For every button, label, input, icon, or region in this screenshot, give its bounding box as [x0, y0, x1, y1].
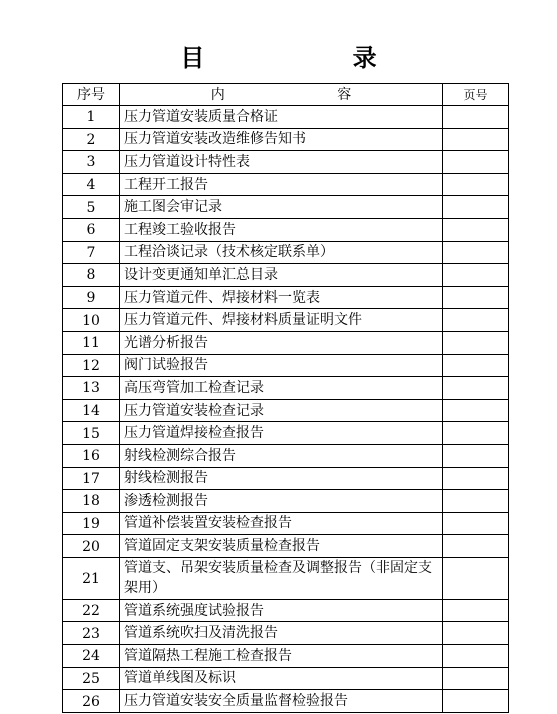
row-number: 3: [63, 151, 120, 174]
row-title: 管道单线图及标识: [120, 667, 443, 690]
row-title: 设计变更通知单汇总目录: [120, 264, 443, 287]
row-page: [443, 467, 509, 490]
table-row: [63, 377, 509, 400]
row-number: 4: [63, 173, 120, 196]
row-page: [443, 422, 509, 445]
table-row: [63, 690, 509, 713]
row-number: 20: [63, 535, 120, 558]
row-number: 23: [63, 622, 120, 645]
header-page: 页号: [443, 84, 509, 106]
row-number: 19: [63, 512, 120, 535]
row-title: 管道固定支架安装质量检查报告: [120, 535, 443, 558]
table-row: [63, 490, 509, 513]
row-page: [443, 557, 509, 599]
row-number: 17: [63, 467, 120, 490]
table-row: [63, 241, 509, 264]
row-number: 2: [63, 128, 120, 151]
row-title: 工程洽谈记录（技术核定联系单）: [120, 241, 443, 264]
row-number: 10: [63, 309, 120, 332]
row-title: 压力管道焊接检查报告: [120, 422, 443, 445]
table-row: [63, 399, 509, 422]
row-title: 管道系统强度试验报告: [120, 599, 443, 622]
row-number: 22: [63, 599, 120, 622]
row-title: 管道隔热工程施工检查报告: [120, 645, 443, 668]
row-title: 压力管道安装安全质量监督检验报告: [120, 690, 443, 713]
row-number: 12: [63, 354, 120, 377]
row-number: 8: [63, 264, 120, 287]
row-number: 24: [63, 645, 120, 668]
row-page: [443, 377, 509, 400]
row-number: 21: [63, 557, 120, 599]
row-title: 压力管道设计特性表: [120, 151, 443, 174]
table-row: [63, 535, 509, 558]
row-number: 18: [63, 490, 120, 513]
row-page: [443, 622, 509, 645]
table-row: [63, 286, 509, 309]
row-page: [443, 690, 509, 713]
table-row: [63, 331, 509, 354]
row-number: 9: [63, 286, 120, 309]
row-title: 压力管道安装检查记录: [120, 399, 443, 422]
row-title: 工程开工报告: [120, 173, 443, 196]
table-header-row: [63, 84, 509, 106]
row-number: 25: [63, 667, 120, 690]
row-number: 15: [63, 422, 120, 445]
row-title: 施工图会审记录: [120, 196, 443, 219]
row-page: [443, 241, 509, 264]
table-row: [63, 354, 509, 377]
table-row: [63, 422, 509, 445]
row-number: 14: [63, 399, 120, 422]
row-number: 6: [63, 218, 120, 241]
row-title: 高压弯管加工检查记录: [120, 377, 443, 400]
row-page: [443, 128, 509, 151]
row-number: 7: [63, 241, 120, 264]
page-title: 目 录: [180, 43, 447, 72]
row-number: 16: [63, 444, 120, 467]
row-title: 射线检测报告: [120, 467, 443, 490]
row-page: [443, 196, 509, 219]
header-number: 序号: [63, 84, 120, 106]
table-row: [63, 196, 509, 219]
row-page: [443, 331, 509, 354]
table-row: [63, 264, 509, 287]
row-page: [443, 264, 509, 287]
row-page: [443, 535, 509, 558]
row-title: 阀门试验报告: [120, 354, 443, 377]
row-page: [443, 399, 509, 422]
table-row: [63, 173, 509, 196]
row-page: [443, 151, 509, 174]
row-page: [443, 490, 509, 513]
table-row: [63, 645, 509, 668]
row-page: [443, 599, 509, 622]
row-page: [443, 354, 509, 377]
row-title: 工程竣工验收报告: [120, 218, 443, 241]
table-row: [63, 444, 509, 467]
table-row: [63, 218, 509, 241]
table-row: [63, 151, 509, 174]
row-page: [443, 512, 509, 535]
row-page: [443, 106, 509, 129]
row-title: 压力管道元件、焊接材料质量证明文件: [120, 309, 443, 332]
row-title: 光谱分析报告: [120, 331, 443, 354]
row-title: 压力管道安装质量合格证: [120, 106, 443, 129]
table-row: [63, 622, 509, 645]
row-title: 管道系统吹扫及清洗报告: [120, 622, 443, 645]
table-row: [63, 557, 509, 599]
row-number: 11: [63, 331, 120, 354]
table-row: [63, 467, 509, 490]
table-row: [63, 512, 509, 535]
row-page: [443, 173, 509, 196]
row-title: 射线检测综合报告: [120, 444, 443, 467]
row-number: 1: [63, 106, 120, 129]
header-content: 内 容: [120, 84, 443, 106]
table-row: [63, 599, 509, 622]
row-title: 管道补偿装置安装检查报告: [120, 512, 443, 535]
row-number: 26: [63, 690, 120, 713]
row-page: [443, 218, 509, 241]
row-page: [443, 444, 509, 467]
row-title: 渗透检测报告: [120, 490, 443, 513]
row-page: [443, 309, 509, 332]
row-title: 压力管道安装改造维修告知书: [120, 128, 443, 151]
table-row: [63, 667, 509, 690]
contents-table: [62, 83, 509, 713]
row-page: [443, 667, 509, 690]
row-title: 管道支、吊架安装质量检查及调整报告（非固定支架用）: [120, 557, 443, 599]
row-number: 5: [63, 196, 120, 219]
row-title: 压力管道元件、焊接材料一览表: [120, 286, 443, 309]
table-row: [63, 309, 509, 332]
row-page: [443, 645, 509, 668]
table-row: [63, 128, 509, 151]
row-page: [443, 286, 509, 309]
table-row: [63, 106, 509, 129]
row-number: 13: [63, 377, 120, 400]
